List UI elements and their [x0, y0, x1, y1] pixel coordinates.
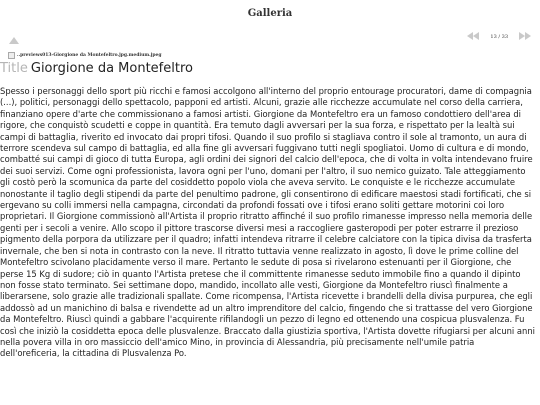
last-double-arrow-icon[interactable]: [518, 31, 532, 43]
page-title: Giorgione da Montefeltro: [30, 61, 193, 76]
broken-image-icon: [8, 52, 15, 59]
gallery-title: Galleria: [247, 8, 293, 19]
header: [0, 0, 540, 30]
gallery-image[interactable]: [8, 52, 161, 59]
description-text: Spesso i personaggi dello sport più ricchi e famosi accolgono all'interno del proprio entourage procuratori, dame di compagnia (...), politici, personaggi dello spettacolo, papponi ed artisti. Alcuni, grazie alle ricchezze accumulate nel corso della carriera, finanziano opere d'arte che commissionano a famosi artisti. Giorgione da Montefeltro era un famoso condottiero dell'area di rigore, che conquistò scudetti e coppe in quantità. Era temuto dagli avversari per la sua forza, e rispettato per la lealtà sui campi di battaglia, riverito ed invocato dai propri tifosi. Quando il suo profilo si stagliava contro il sole al tramonto, un aura di terrore scendeva sul campo di battaglia, ed alla fine gli avversari fuggivano tutti negli spogliatoi. Uomo di cultura e di mondo, combatté sui campi di gioco di tutta Europa, agli ordini dei signori del calcio dell'epoca, che di volta in volta intendevano fruire dei suoi servizi. Come ogni professionista, lavora ogni per l'uno, domani per l'altro, il suo nemico guizato. Tale atteggiamento gli costò però la scomunica da parte del cosiddetto popolo viola che aveva servito. Le conquiste e le ricchezze accumulate nonostante il taglio degli stipendi da parte del penultimo padrone, gli consentirono di edificare maestosi stadi fortificati, che si ergevano su colli immersi nella campagna, circondati da profondi fossati ove i tifosi erano soliti gettare motorini coi loro proprietari. Il Giorgione commissionò all'Artista il proprio ritratto affinché il suo profilo rimanesse impresso nella memoria delle genti per i secoli a venire. Allo scopo il pittore trascorse diversi mesi a raccogliere gasteropodi per poter estrarre il prezioso pigmento della porpora da utilizzare per il quadro; infatti intendeva ritrarre il celebre calciatore con la tipica divisa da trasferta invernale, che ben si nota in contrasto con la neve. Il ritratto tuttavia venne realizzato in agosto, lì dove le prime colline del Montefeltro scivolano placidamente verso il mare. Pertanto le sedute di posa si rivelarono estenuanti per il Giorgione, che perse 15 Kg di sudore; ciò in quanto l'Artista pretese che il committente rimanesse seduto immobile fino a quando il dipinto non fosse stato terminato. Sei settimane dopo, mandido, incollato alle vesti, Giorgione da Montefeltro riuscì finalmente a liberarsene, solo grazie alle tradizionali spallate. Come ricompensa, l'Artista ricevette i brandelli della divisa purpurea, che egli addossò ad un manichino di balsa e rivendette ad un altro imprenditore del calcio, fingendo che si trattasse del vero Giorgione da Montefeltro. Riuscì quindi a gabbare l'acquirente rifilandogli un pezzo di legno ed ottenendo una cospicua plusvalenza. Fu così che iniziò la cosiddetta epoca delle plusvalenze. Braccato dalla giustizia sportiva, l'Artista dovette rifugiarsi per alcuni anni nella povera villa in oro massiccio dell'amico Mino, in provincia di Alessandria, più precisamente nell'umile patria dell'oreficeria, la cittadina di Plusvalenza Po.: [0, 86, 535, 359]
title-label: Title: [0, 61, 28, 76]
title-row: [0, 60, 540, 78]
nav-right: [466, 30, 532, 44]
image-counter: 13 / 33: [490, 34, 508, 40]
image-alt-text: ..previews013-Giorgione da Montefeltro.jpg.medium.jpeg: [17, 53, 162, 58]
first-double-arrow-icon[interactable]: [466, 31, 480, 43]
nav-left: [8, 30, 20, 44]
up-arrow-icon[interactable]: [8, 35, 20, 47]
